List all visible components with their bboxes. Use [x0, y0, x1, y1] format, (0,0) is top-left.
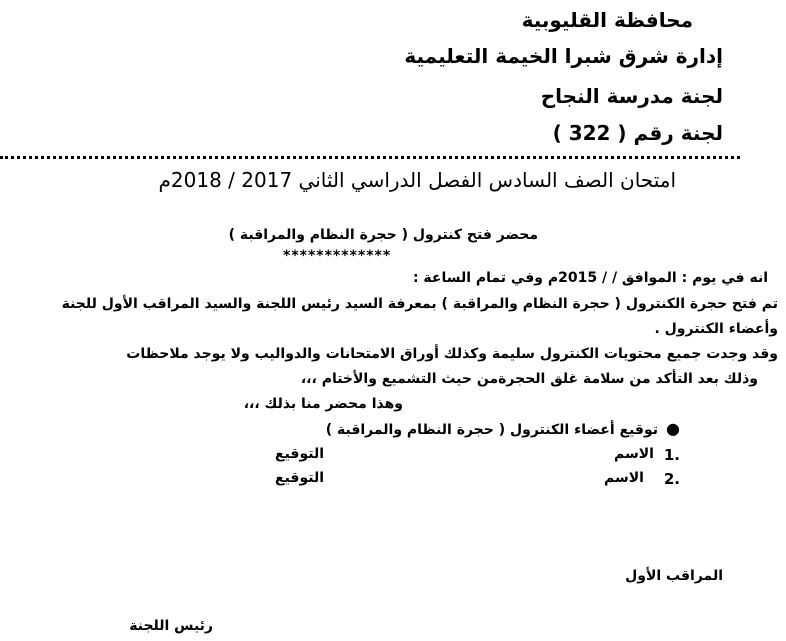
committee-number-heading: لجنة رقم ( 322 ) — [552, 121, 723, 145]
name-label-2: الاسم — [604, 470, 644, 486]
exam-title: امتحان الصف السادس الفصل الدراسي الثاني 2017 / 2018م — [158, 168, 676, 192]
minutes-line-3: وقد وجدت جميع محتويات الكنترول سليمة وكذلك أوراق الامتحانات والدواليب ولا يوجد ملاحظات — [126, 346, 778, 362]
row-number-1: 1. — [663, 446, 680, 464]
date-line: انه في يوم : الموافق / / 2015م وفي تمام الساعة : — [412, 270, 768, 286]
bullet-icon: ● — [666, 419, 680, 438]
minutes-line-1: تم فتح حجرة الكنترول ( حجرة النظام والمراقبة ) بمعرفة السيد رئيس اللجنة والسيد المراقب الأول للجنة — [61, 296, 778, 312]
minutes-line-4: وذلك بعد التأكد من سلامة غلق الحجرةمن حيث التشميع والأختام ،،، — [300, 371, 758, 387]
minutes-line-5: وهذا محضر منا بذلك ،،، — [243, 396, 403, 412]
signature-label-1: التوقيع — [275, 446, 324, 462]
dotted-divider — [0, 156, 740, 159]
row-number-2: 2. — [663, 470, 680, 488]
name-label-1: الاسم — [614, 446, 654, 462]
first-supervisor-label: المراقب الأول — [625, 568, 723, 584]
minutes-line-2: وأعضاء الكنترول . — [654, 321, 778, 337]
committee-school-heading: لجنة مدرسة النجاح — [540, 84, 723, 108]
signature-label-2: التوقيع — [275, 470, 324, 486]
stars-decoration: ************* — [283, 248, 392, 264]
governorate-heading: محافظة القليوبية — [521, 8, 693, 32]
committee-head-label: رئيس اللجنة — [129, 618, 213, 634]
administration-heading: إدارة شرق شبرا الخيمة التعليمية — [404, 44, 723, 68]
signatures-heading: توقيع أعضاء الكنترول ( حجرة النظام والمراقبة ) — [325, 422, 658, 438]
minutes-title: محضر فتح كنترول ( حجرة النظام والمراقبة ) — [228, 227, 538, 243]
